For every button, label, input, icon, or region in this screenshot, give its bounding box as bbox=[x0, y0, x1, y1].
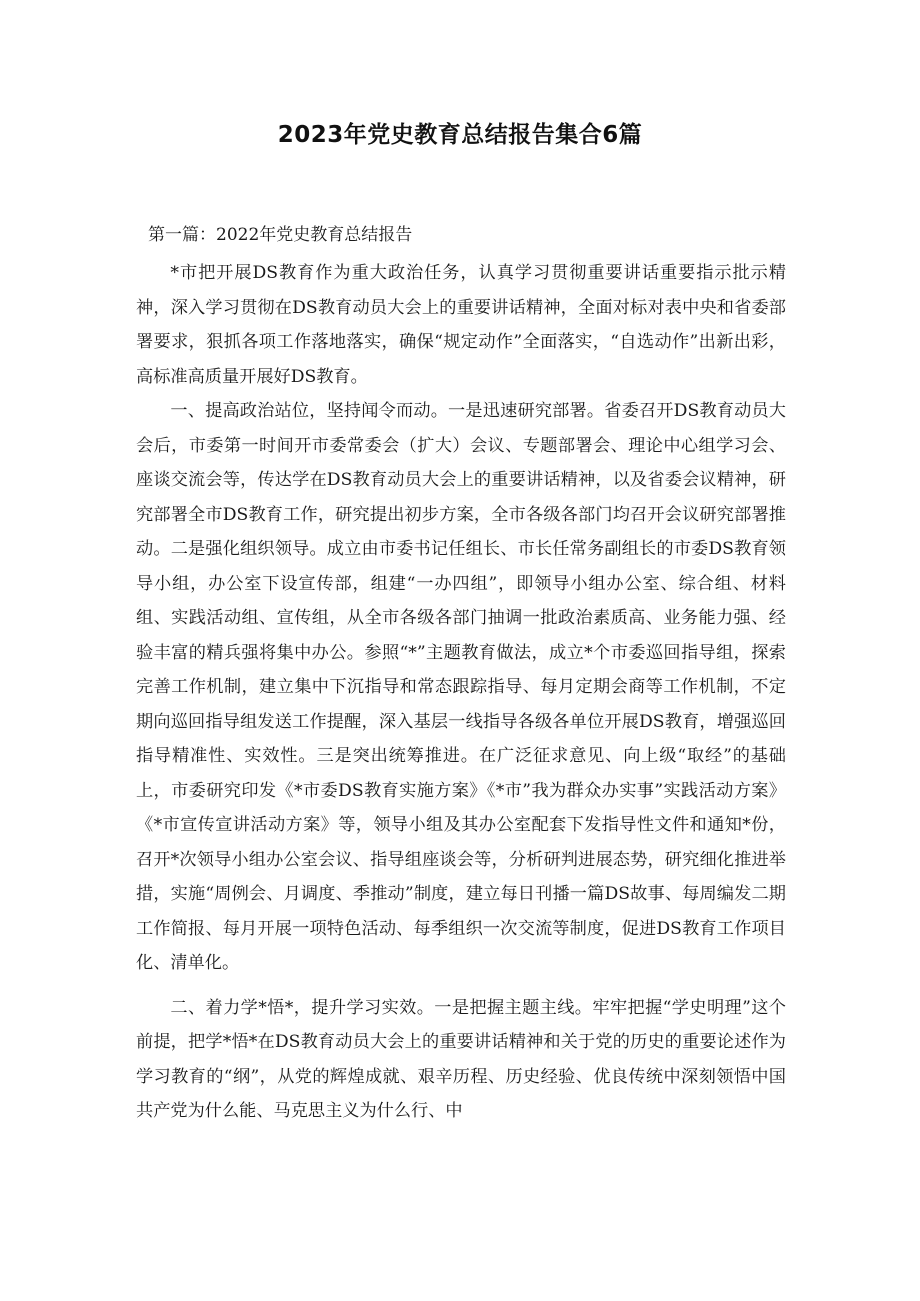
document-body bbox=[136, 256, 786, 1129]
paragraph-section-one: 一、提高政治站位，坚持闻令而动。一是迅速研究部署。省委召开DS教育动员大会后，市委第一时间开市委常委会（扩大）会议、专题部署会、理论中心组学习会、座谈交流会等，传达学在DS教育动员大会上的重要讲话精神，以及省委会议精神，研究部署全市DS教育工作，研究提出初步方案，全市各级各部门均召开会议研究部署推动。二是强化组织领导。成立由市委书记任组长、市长任常务副组长的市委DS教育领导小组，办公室下设宣传部，组建“一办四组”，即领导小组办公室、综合组、材料组、实践活动组、宣传组，从全市各级各部门抽调一批政治素质高、业务能力强、经验丰富的精兵强将集中办公。参照“*”主题教育做法，成立*个市委巡回指导组，探索完善工作机制，建立集中下沉指导和常态跟踪指导、每月定期会商等工作机制，不定期向巡回指导组发送工作提醒，深入基层一线指导各级各单位开展DS教育，增强巡回指导精准性、实效性。三是突出统筹推进。在广泛征求意见、向上级“取经”的基础上，市委研究印发《*市委DS教育实施方案》《*市”我为群众办实事”实践活动方案》《*市宣传宣讲活动方案》等，领导小组及其办公室配套下发指导性文件和通知*份，召开*次领导小组办公室会议、指导组座谈会等，分析研判进展态势，研究细化推进举措，实施“周例会、月调度、季推动”制度，建立每日刊播一篇DS故事、每周编发二期工作简报、每月开展一项特色活动、每季组织一次交流等制度，促进DS教育工作项目化、清单化。 bbox=[136, 401, 786, 973]
paragraph-section-two: 二、着力学*悟*，提升学习实效。一是把握主题主线。牢牢把握“学史明理”这个前提，把学*悟*在DS教育动员大会上的重要讲话精神和关于党的历史的重要论述作为学习教育的“纲”，从党的辉煌成就、艰辛历程、历史经验、优良传统中深刻领悟中国共产党为什么能、马克思主义为什么行、中 bbox=[136, 997, 786, 1121]
section-heading: 第一篇：2022年党史教育总结报告 bbox=[148, 225, 413, 245]
paragraph-intro: *市把开展DS教育作为重大政治任务，认真学习贯彻重要讲话重要指示批示精神，深入学习贯彻在DS教育动员大会上的重要讲话精神，全面对标对表中央和省委部署要求，狠抓各项工作落地落实，确保“规定动作”全面落实，“自选动作”出新出彩，高标准高质量开展好DS教育。 bbox=[136, 263, 786, 387]
document-title: 2023年党史教育总结报告集合6篇 bbox=[277, 122, 643, 148]
